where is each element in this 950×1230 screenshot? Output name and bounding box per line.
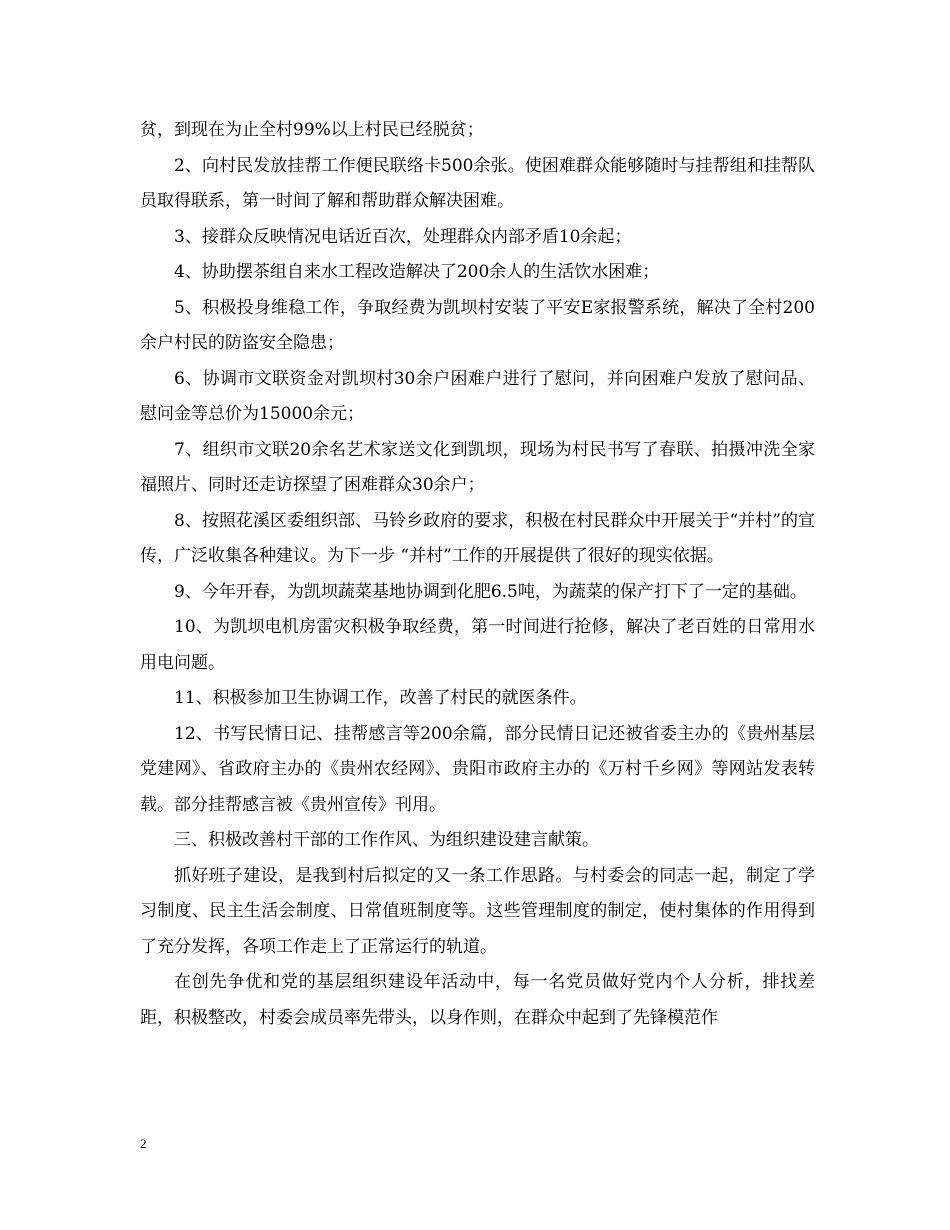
paragraph: 5、积极投身维稳工作，争取经费为凯坝村安装了平安E家报警系统，解决了全村200余户村民的防盗安全隐患； xyxy=(140,297,815,353)
document-body xyxy=(140,113,815,1036)
paragraph: 3、接群众反映情况电话近百次，处理群众内部矛盾10余起； xyxy=(174,226,632,247)
paragraph: 抓好班子建设，是我到村后拟定的又一条工作思路。与村委会的同志一起，制定了学习制度、民主生活会制度、日常值班制度等。这些管理制度的制定，使村集体的作用得到了充分发挥，各项工作走上了正常运行的轨道。 xyxy=(140,865,815,957)
paragraph: 2、向村民发放挂帮工作便民联络卡500余张。使困难群众能够随时与挂帮组和挂帮队员取得联系，第一时间了解和帮助群众解决困难。 xyxy=(140,155,815,211)
paragraph: 6、协调市文联资金对凯坝村30余户困难户进行了慰问，并向困难户发放了慰问品、慰问金等总价为15000余元； xyxy=(140,368,815,424)
paragraph: 4、协助摆茶组自来水工程改造解决了200余人的生活饮水困难； xyxy=(174,262,660,282)
page-number: 2 xyxy=(140,1136,147,1151)
paragraph: 8、按照花溪区委组织部、马铃乡政府的要求，积极在村民群众中开展关于“并村”的宣传，广泛收集各种建议。为下一步 “并村”工作的开展提供了很好的现实依据。 xyxy=(140,510,815,566)
paragraph: 贫，到现在为止全村99%以上村民已经脱贫； xyxy=(140,120,484,140)
paragraph: 12、书写民情日记、挂帮感言等200余篇，部分民情日记还被省委主办的《贵州基层党建网》、省政府主办的《贵州农经网》、贵阳市政府主办的《万村千乡网》等网站发表转载。部分挂帮感言被《贵州宣传》刊用。 xyxy=(140,723,815,815)
paragraph: 7、组织市文联20余名艺术家送文化到凯坝，现场为村民书写了春联、拍摄冲洗全家福照片、同时还走访探望了困难群众30余户； xyxy=(140,439,815,495)
paragraph: 在创先争优和党的基层组织建设年活动中，每一名党员做好党内个人分析，排找差距，积极整改，村委会成员率先带头，以身作则，在群众中起到了先锋模范作 xyxy=(140,972,815,1028)
paragraph: 11、积极参加卫生协调工作，改善了村民的就医条件。 xyxy=(174,688,587,708)
section-heading: 三、积极改善村干部的工作作风、为组织建设建言献策。 xyxy=(174,830,599,850)
paragraph: 10、为凯坝电机房雷灾积极争取经费，第一时间进行抢修，解决了老百姓的日常用水用电问题。 xyxy=(140,617,815,673)
paragraph: 9、今年开春，为凯坝蔬菜基地协调到化肥6.5吨，为蔬菜的保产打下了一定的基础。 xyxy=(174,581,807,602)
